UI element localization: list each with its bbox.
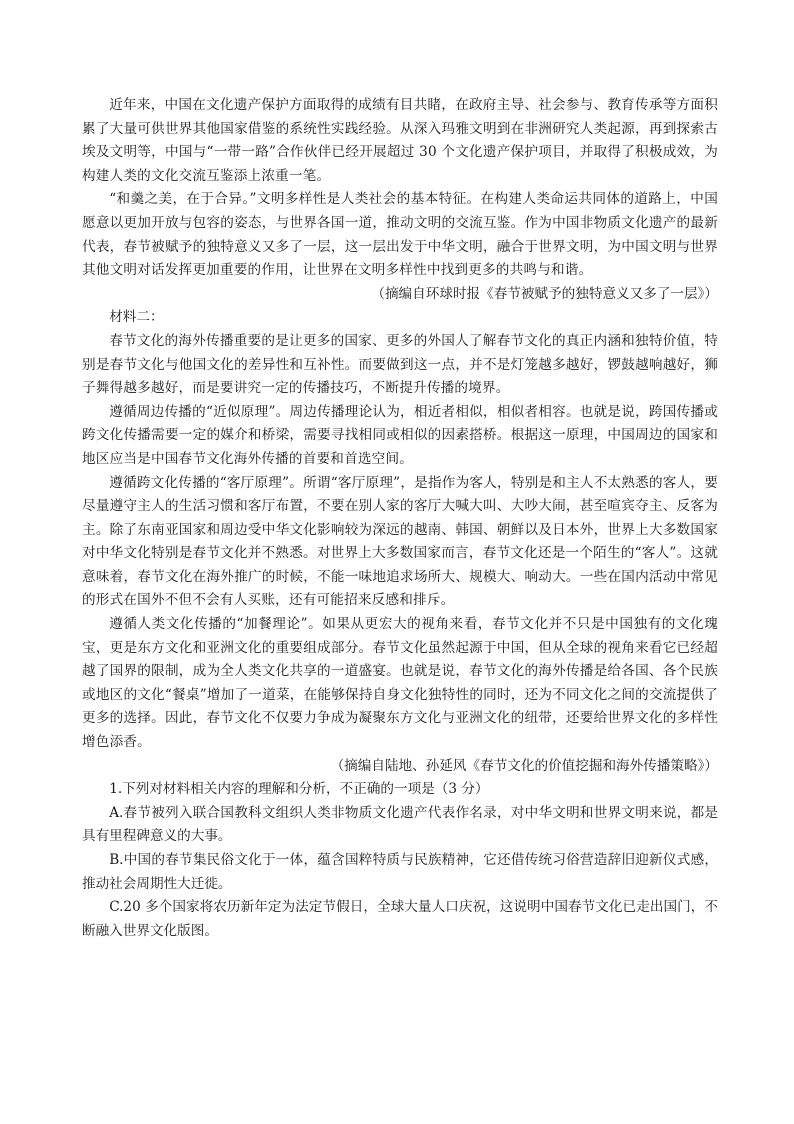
question-1-stem: 1.下列对材料相关内容的理解和分析，不正确的一项是（3 分）: [109, 781, 489, 798]
question-1-option-a: A.春节被列入联合国教科文组织人类非物质文化遗产代表作名录，对中华文明和世界文明来说，都是具有里程碑意义的大事。: [82, 804, 718, 845]
material1-paragraph-2: “和羹之美，在于合异。”文明多样性是人类社会的基本特征。在构建人类命运共同体的道路上，中国愿意以更加开放与包容的姿态，与世界各国一道，推动文明的交流互鉴。作为中国非物质文化遗产的最新代表，春节被赋予的独特意义又多了一层，这一层出发于中华文明，融合于世界文明，为中国文明与世界其他文明对话发挥更加重要的作用，让世界在文明多样性中找到更多的共鸣与和谐。: [82, 191, 718, 279]
material2-paragraph-2: 遵循周边传播的“近似原理”。周边传播理论认为，相近者相似，相似者相容。也就是说，跨国传播或跨文化传播需要一定的媒介和桥梁，需要寻找相同或相似的因素搭桥。根据这一原理，中国周边的国家和地区应当是中国春节文化海外传播的首要和首选空间。: [82, 403, 718, 467]
question-1-option-c: C.20 多个国家将农历新年定为法定节假日，全球大量人口庆祝，这说明中国春节文化已走出国门，不断融入世界文化版图。: [82, 899, 718, 939]
document-page: [82, 94, 718, 943]
material2-source: （摘编自陆地、孙延风《春节文化的价值挖掘和海外传播策略》）: [330, 757, 718, 774]
material2-paragraph-4: 遵循人类文化传播的“加餐理论”。如果从更宏大的视角来看，春节文化并不只是中国独有的文化瑰宝，更是东方文化和亚洲文化的重要组成部分。春节文化虽然起源于中国，但从全球的视角来看它已经超越了国界的限制，成为全人类文化共享的一道盛宴。也就是说，春节文化的海外传播是给各国、各个民族或地区的文化“餐桌”增加了一道菜，在能够保持自身文化独特性的同时，还为不同文化之间的交流提供了更多的选择。因此，春节文化不仅要力争成为凝聚东方文化与亚洲文化的纽带，还要给世界文化的多样性增色添香。: [82, 616, 718, 751]
material1-source: （摘编自环球时报《春节被赋予的独特意义又多了一层》）: [371, 285, 718, 302]
material2-paragraph-1: 春节文化的海外传播重要的是让更多的国家、更多的外国人了解春节文化的真正内涵和独特价值，特别是春节文化与他国文化的差异性和互补性。而要做到这一点，并不是灯笼越多越好，锣鼓越响越好，狮子舞得越多越好，而是要讲究一定的传播技巧，不断提升传播的境界。: [82, 332, 718, 397]
material2-paragraph-3: 遵循跨文化传播的“客厅原理”。所谓“客厅原理”，是指作为客人，特别是和主人不太熟悉的客人，要尽量遵守主人的生活习惯和客厅布置，不要在别人家的客厅大喊大叫、大吵大闹，甚至喧宾夺主、反客为主。除了东南亚国家和周边受中华文化影响较为深远的越南、韩国、朝鲜以及日本外，世界上大多数国家对中华文化特别是春节文化并不熟悉。对世界上大多数国家而言，春节文化还是一个陌生的“客人”。这就意味着，春节文化在海外推广的时候，不能一味地追求场所大、规模大、响动大。一些在国内活动中常见的形式在国外不但不会有人买账，还有可能招来反感和排斥。: [82, 474, 718, 609]
material1-paragraph-1: 近年来，中国在文化遗产保护方面取得的成绩有目共睹，在政府主导、社会参与、教育传承等方面积累了大量可供世界其他国家借鉴的系统性实践经验。从深入玛雅文明到在非洲研究人类起源，再到探索古埃及文明等，中国与“一带一路”合作伙伴已经开展超过 30 个文化遗产保护项目，并取得了积极成效，为构建人类的文化交流互鉴添上浓重一笔。: [82, 97, 718, 184]
material2-heading: 材料二：: [109, 309, 164, 326]
question-1-option-b: B.中国的春节集民俗文化于一体，蕴含国粹特质与民族精神，它还借传统习俗营造辞旧迎新仪式感，推动社会周期性大迁徙。: [82, 852, 718, 892]
